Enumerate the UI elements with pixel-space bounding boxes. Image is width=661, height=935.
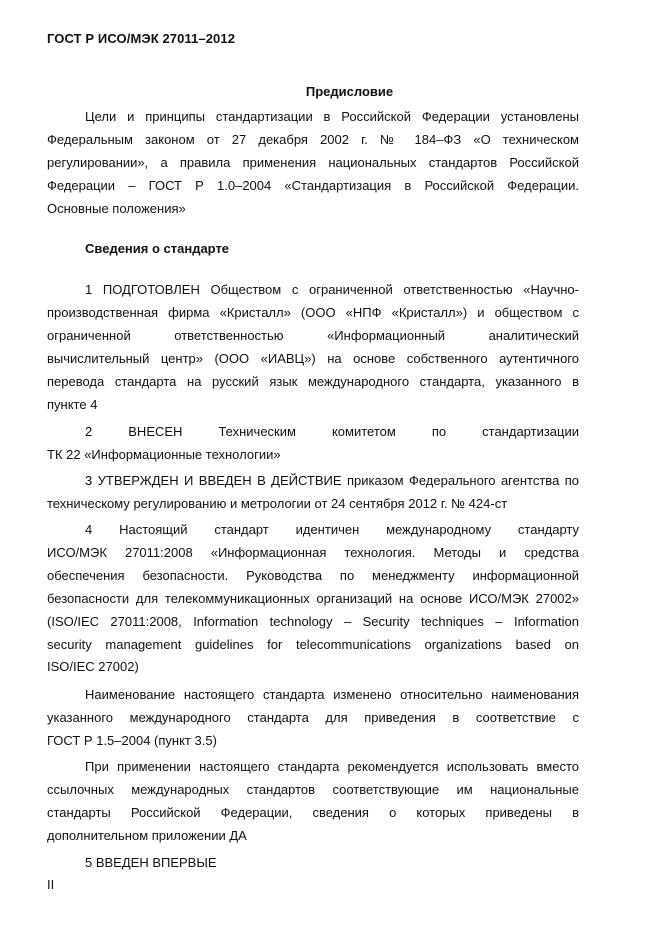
item-line: 2 ВНЕСЕН Техническим комитетом по стандартизации [85,424,579,439]
item-line: Наименование настоящего стандарта изменено относительно наименования [85,687,579,702]
item-line: 1 ПОДГОТОВЛЕН Обществом с ограниченной ответственностью «Научно- [85,282,579,297]
item-line: ссылочных международных стандартов соответствующие им национальные [47,781,579,797]
document-header-code: ГОСТ Р ИСО/МЭК 27011–2012 [47,31,236,46]
item-1-prepared-by [47,279,579,416]
item-line: вычислительный центр» (ООО «ИАВЦ») на основе собственного аутентичного [47,350,579,366]
item-line: При применении настоящего стандарта рекомендуется использовать вместо [85,759,579,774]
item-line: (ISO/IEC 27011:2008, Information technology – Security techniques – Information [47,613,579,629]
foreword-line: Федеральным законом от 27 декабря 2002 г. № 184–ФЗ «О техническом [47,131,579,147]
name-change-note [47,684,579,753]
item-line: пункте 4 [47,396,98,412]
item-5-first-introduced [47,852,579,875]
foreword-paragraph [47,106,579,221]
item-3-approved [47,470,579,516]
item-line: ИСО/МЭК 27011:2008 «Информационная технология. Методы и средства [47,544,579,560]
item-line: указанного международного стандарта для приведения в соответствие с [47,709,579,725]
page-number: II [47,877,55,892]
item-line: обеспечения безопасности. Руководства по менеджменту информационной [47,567,579,583]
foreword-line: Федерации – ГОСТ Р 1.0–2004 «Стандартизация в Российской Федерации. [47,177,579,193]
reference-standards-note [47,756,579,848]
foreword-line: регулировании», а правила применения национальных стандартов Российской [47,154,579,170]
item-line: перевода стандарта на русский язык международного стандарта, указанного в [47,373,579,389]
item-line: дополнительном приложении ДА [47,827,247,843]
item-line: безопасности для телекоммуникационных организаций на основе ИСО/МЭК 27002» [47,590,579,606]
item-line: производственная фирма «Кристалл» (ООО «НПФ «Кристалл») и обществом с [47,304,579,320]
item-line: стандарты Российской Федерации, сведения о которых приведены в [47,804,579,820]
foreword-title: Предисловие [305,84,394,99]
item-line: ТК 22 «Информационные технологии» [47,446,281,462]
item-line: 3 УТВЕРЖДЕН И ВВЕДЕН В ДЕЙСТВИЕ приказом Федерального агентства по [85,473,579,488]
item-line: ISO/IEC 27002) [47,659,139,675]
item-line: 5 ВВЕДЕН ВПЕРВЫЕ [85,855,217,870]
item-line: 4 Настоящий стандарт идентичен международному стандарту [85,522,579,537]
item-line: ограниченной ответственностью «Информационный аналитический [47,327,579,343]
item-4-identical-standard [47,519,579,679]
foreword-line: Цели и принципы стандартизации в Российской Федерации установлены [85,109,579,124]
item-line: security management guidelines for telecommunications organizations based on [47,636,579,652]
item-line: ГОСТ Р 1.5–2004 (пункт 3.5) [47,732,217,748]
standard-info-title: Сведения о стандарте [85,241,230,256]
foreword-line: Основные положения» [47,200,186,216]
item-2-introduced-by [47,421,579,467]
item-line: техническому регулированию и метрологии от 24 сентября 2012 г. № 424-ст [47,495,508,511]
